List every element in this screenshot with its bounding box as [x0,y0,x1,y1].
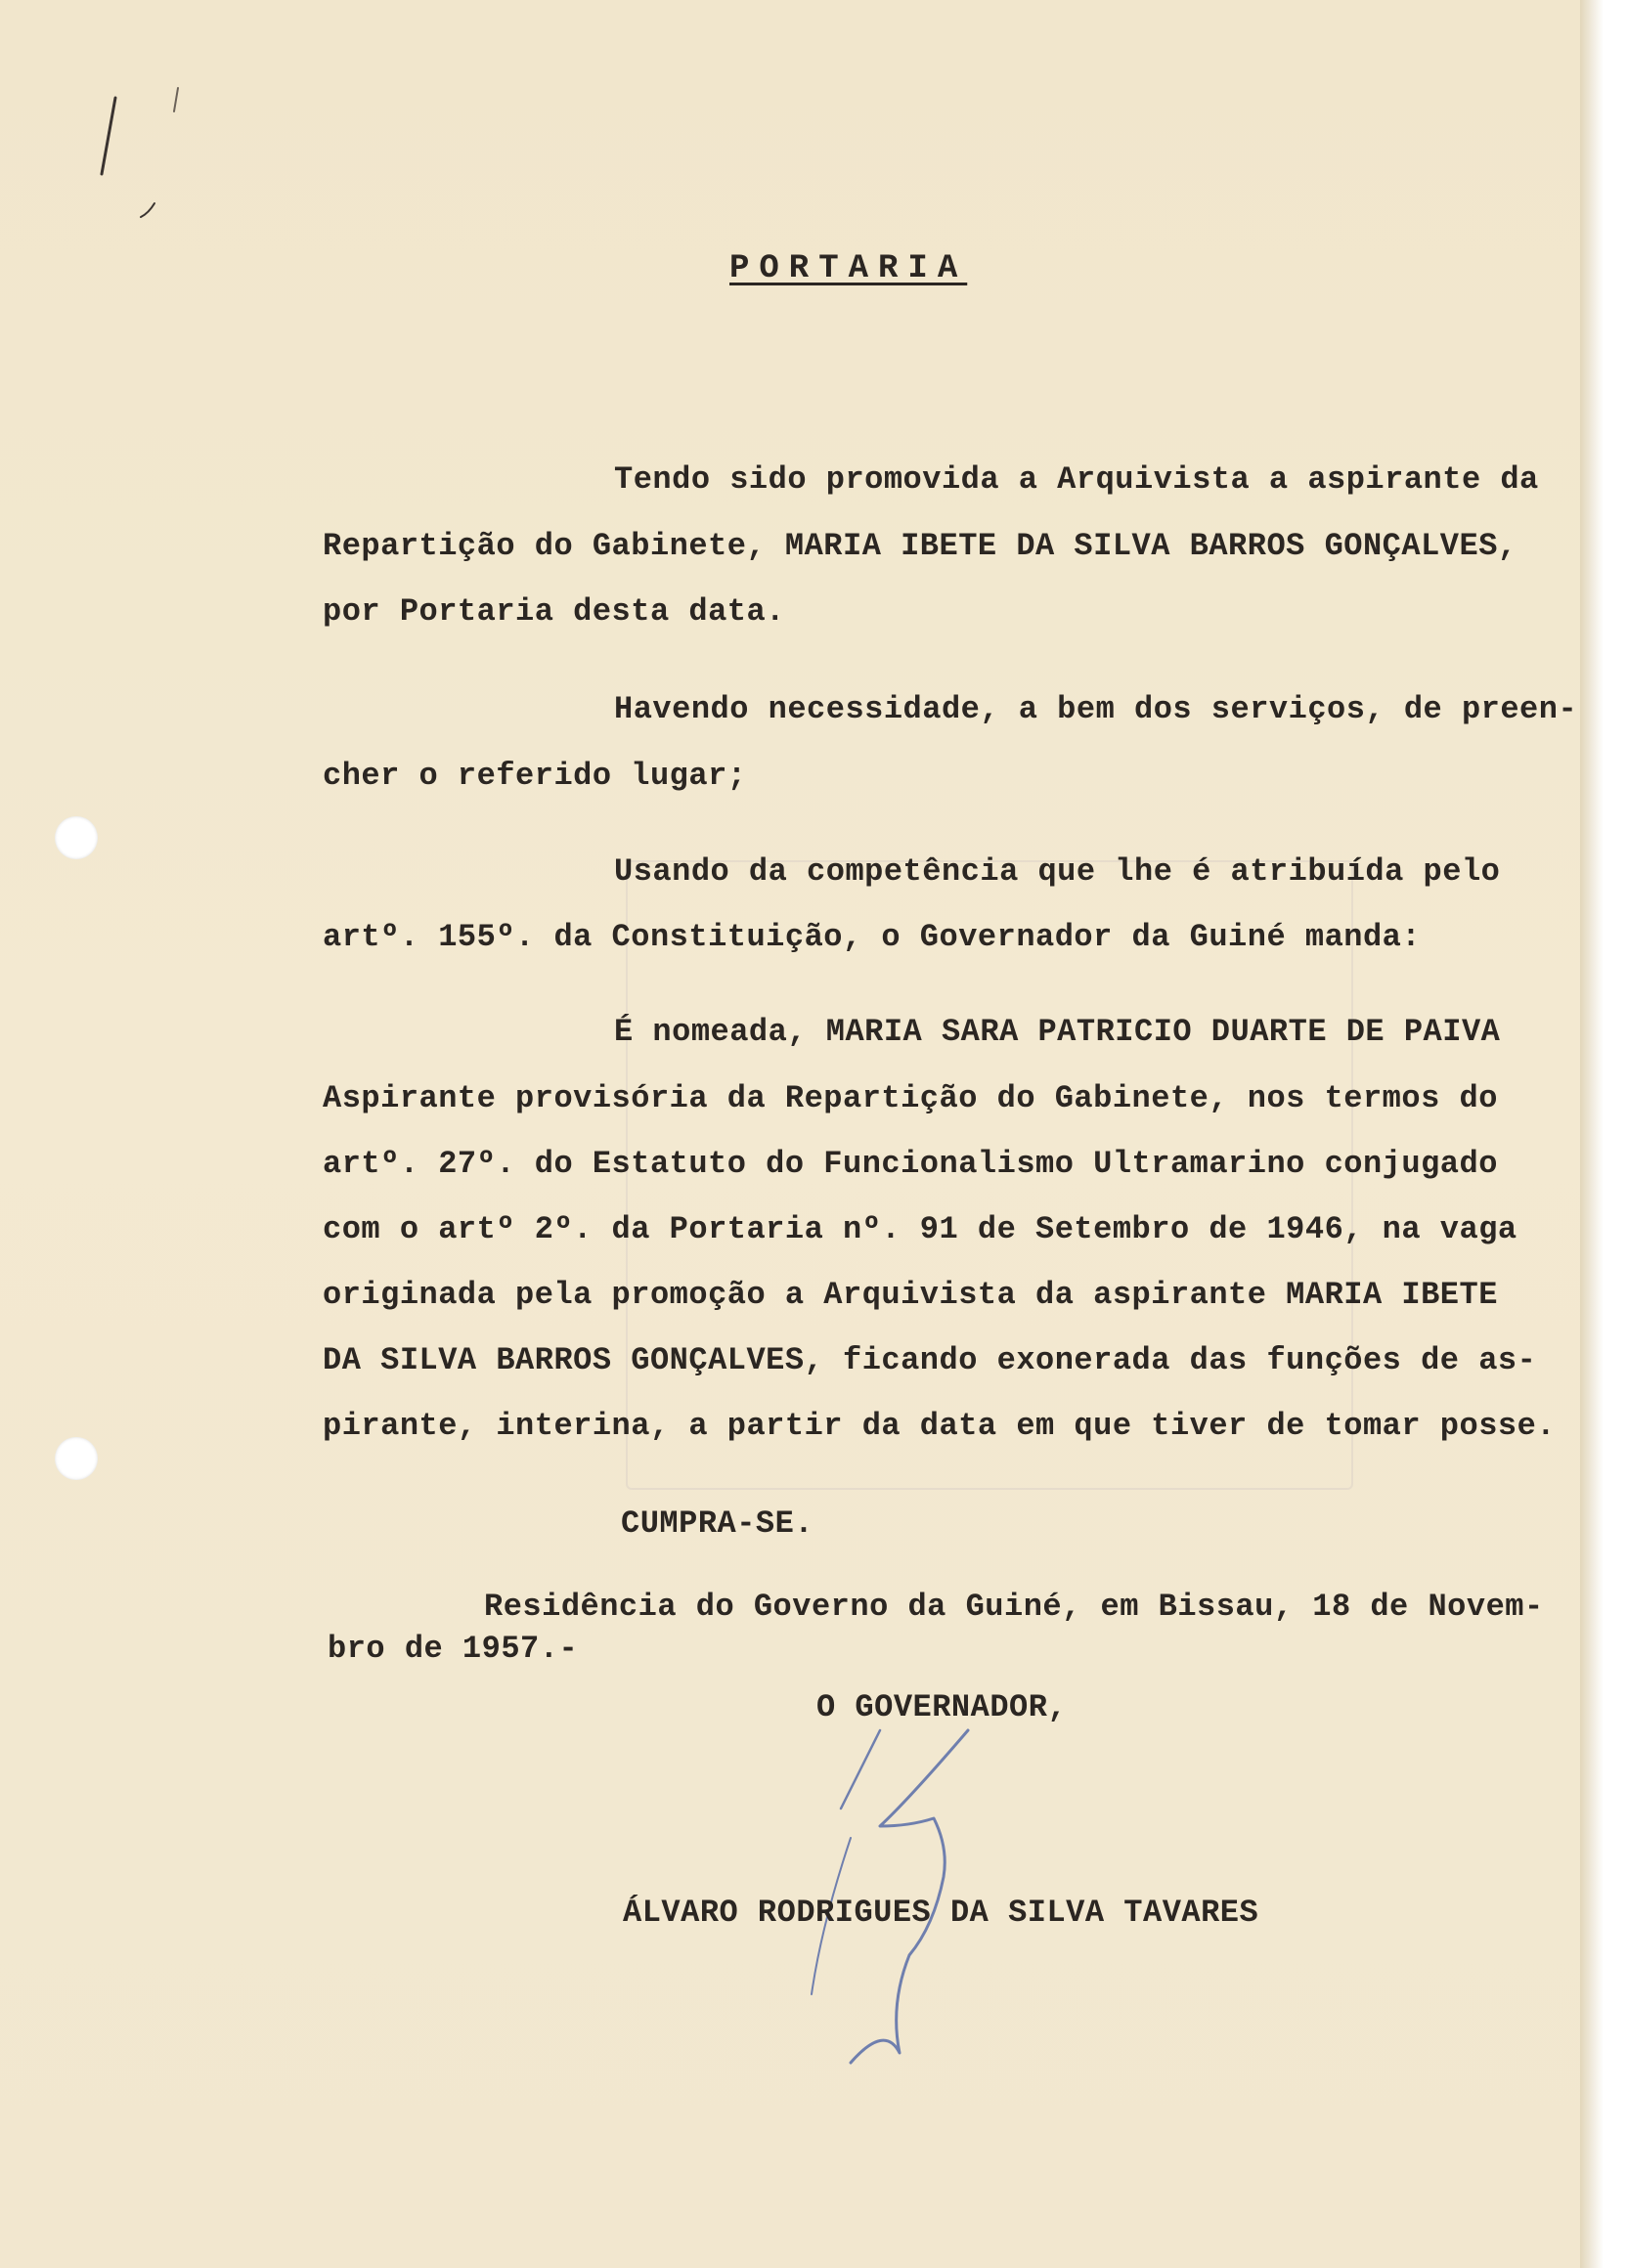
body-line: Repartição do Gabinete, MARIA IBETE DA SILVA BARROS GONÇALVES, [323,528,1517,564]
punch-hole-top [55,816,98,859]
body-line: originada pela promoção a Arquivista da aspirante MARIA IBETE [323,1277,1498,1313]
body-line: pirante, interina, a partir da data em que tiver de tomar posse. [323,1408,1556,1444]
scan-border [1604,0,1627,2268]
body-line: com o artº 2º. da Portaria nº. 91 de Setembro de 1946, na vaga [323,1211,1517,1247]
closing-formula: CUMPRA-SE. [621,1505,814,1542]
body-line: cher o referido lugar; [323,758,747,794]
pen-mark-icon [88,29,205,225]
body-line: DA SILVA BARROS GONÇALVES, ficando exonerada das funções de as- [323,1342,1537,1378]
document-title: PORTARIA [729,250,968,287]
signer-title: O GOVERNADOR, [816,1689,1068,1725]
body-line: Aspirante provisória da Repartição do Gabinete, nos termos do [323,1080,1498,1116]
signer-name: ÁLVARO RODRIGUES DA SILVA TAVARES [623,1895,1259,1931]
body-line: É nomeada, MARIA SARA PATRICIO DUARTE DE PAIVA [614,1014,1501,1050]
body-line: artº. 27º. do Estatuto do Funcionalismo Ultramarino conjugado [323,1146,1498,1182]
body-line: Tendo sido promovida a Arquivista a aspirante da [614,461,1539,498]
page-edge [1580,0,1604,2268]
punch-hole-bottom [55,1437,98,1480]
body-line: por Portaria desta data. [323,593,785,630]
place-date-line: bro de 1957.- [328,1631,579,1667]
body-line: artº. 155º. da Constituição, o Governador da Guiné manda: [323,919,1422,955]
body-line: Usando da competência que lhe é atribuída pelo [614,853,1501,890]
place-date-line: Residência do Governo da Guiné, em Bissau, 18 de Novem- [484,1589,1544,1625]
body-line: Havendo necessidade, a bem dos serviços, de preen- [614,691,1578,727]
